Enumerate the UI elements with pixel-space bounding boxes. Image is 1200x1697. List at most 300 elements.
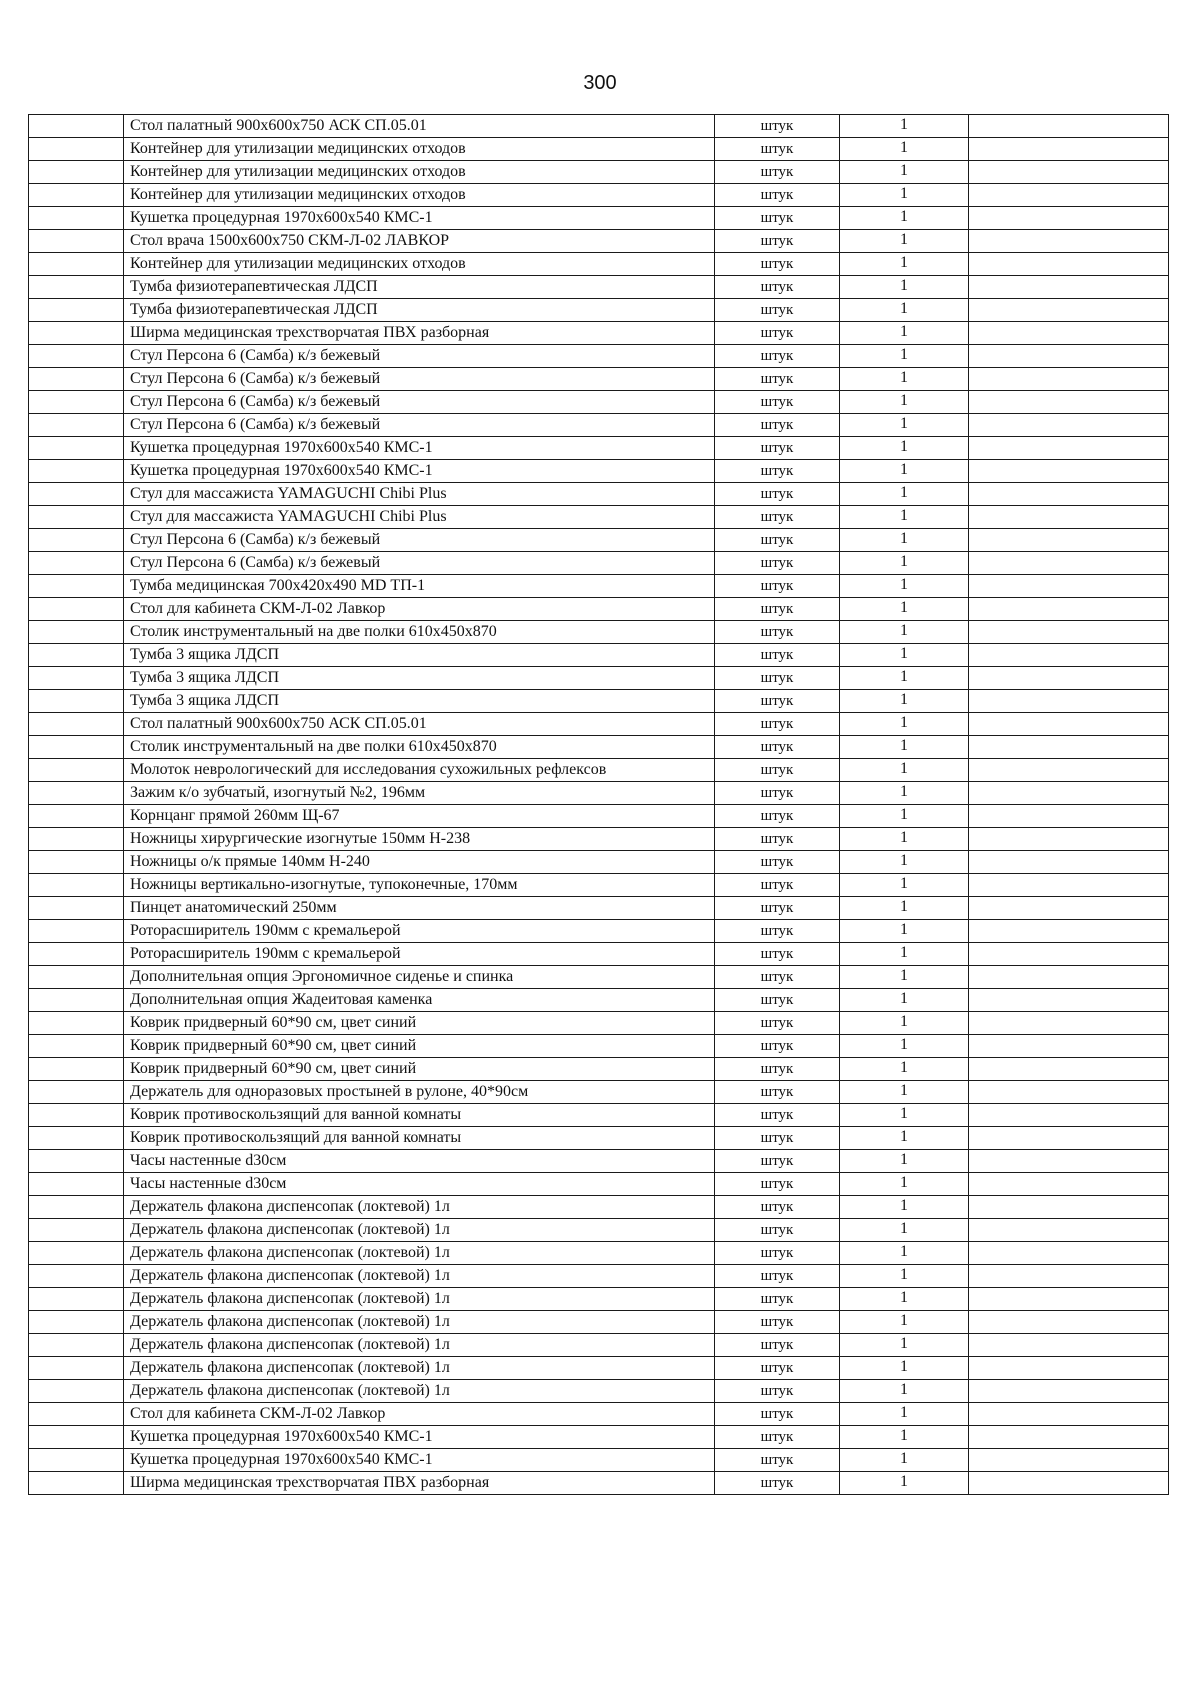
unit-cell: штук	[715, 414, 840, 437]
item-name-cell: Стул Персона 6 (Самба) к/з бежевый	[124, 368, 715, 391]
table-row	[29, 966, 1169, 989]
item-name-cell: Кушетка процедурная 1970х600х540 КМС-1	[124, 1426, 715, 1449]
table-row	[29, 1403, 1169, 1426]
note-cell	[969, 828, 1169, 851]
unit-cell: штук	[715, 1265, 840, 1288]
unit-cell: штук	[715, 230, 840, 253]
unit-cell: штук	[715, 759, 840, 782]
row-number-cell	[29, 851, 124, 874]
item-name-cell: Стол палатный 900х600х750 АСК СП.05.01	[124, 713, 715, 736]
quantity-cell: 1	[840, 713, 969, 736]
row-number-cell	[29, 828, 124, 851]
note-cell	[969, 1472, 1169, 1495]
table-row	[29, 368, 1169, 391]
row-number-cell	[29, 1380, 124, 1403]
table-row	[29, 345, 1169, 368]
row-number-cell	[29, 391, 124, 414]
quantity-cell: 1	[840, 1196, 969, 1219]
table-row	[29, 1288, 1169, 1311]
table-row	[29, 529, 1169, 552]
quantity-cell: 1	[840, 230, 969, 253]
unit-cell: штук	[715, 736, 840, 759]
row-number-cell	[29, 805, 124, 828]
table-row	[29, 828, 1169, 851]
note-cell	[969, 851, 1169, 874]
item-name-cell: Держатель флакона диспенсопак (локтевой) 1л	[124, 1380, 715, 1403]
item-name-cell: Держатель для одноразовых простыней в рулоне, 40*90см	[124, 1081, 715, 1104]
table-row	[29, 1127, 1169, 1150]
table-row	[29, 1173, 1169, 1196]
table-row	[29, 1311, 1169, 1334]
unit-cell: штук	[715, 552, 840, 575]
row-number-cell	[29, 414, 124, 437]
row-number-cell	[29, 1058, 124, 1081]
row-number-cell	[29, 1311, 124, 1334]
note-cell	[969, 552, 1169, 575]
unit-cell: штук	[715, 253, 840, 276]
quantity-cell: 1	[840, 805, 969, 828]
item-name-cell: Роторасширитель 190мм с кремальерой	[124, 920, 715, 943]
quantity-cell: 1	[840, 460, 969, 483]
quantity-cell: 1	[840, 506, 969, 529]
row-number-cell	[29, 667, 124, 690]
quantity-cell: 1	[840, 897, 969, 920]
unit-cell: штук	[715, 1104, 840, 1127]
row-number-cell	[29, 1449, 124, 1472]
item-name-cell: Тумба 3 ящика ЛДСП	[124, 644, 715, 667]
row-number-cell	[29, 230, 124, 253]
item-name-cell: Ножницы о/к прямые 140мм Н-240	[124, 851, 715, 874]
quantity-cell: 1	[840, 161, 969, 184]
table-row	[29, 483, 1169, 506]
table-row	[29, 1357, 1169, 1380]
note-cell	[969, 644, 1169, 667]
unit-cell: штук	[715, 207, 840, 230]
table-row	[29, 1472, 1169, 1495]
unit-cell: штук	[715, 391, 840, 414]
unit-cell: штук	[715, 1242, 840, 1265]
table-row	[29, 989, 1169, 1012]
note-cell	[969, 667, 1169, 690]
table-row	[29, 897, 1169, 920]
row-number-cell	[29, 1242, 124, 1265]
table-row	[29, 276, 1169, 299]
note-cell	[969, 1288, 1169, 1311]
table-row	[29, 1242, 1169, 1265]
note-cell	[969, 966, 1169, 989]
unit-cell: штук	[715, 874, 840, 897]
row-number-cell	[29, 1219, 124, 1242]
note-cell	[969, 782, 1169, 805]
note-cell	[969, 138, 1169, 161]
item-name-cell: Столик инструментальный на две полки 610х450х870	[124, 621, 715, 644]
row-number-cell	[29, 460, 124, 483]
item-name-cell: Ножницы хирургические изогнутые 150мм Н-238	[124, 828, 715, 851]
table-row	[29, 391, 1169, 414]
item-name-cell: Кушетка процедурная 1970х600х540 КМС-1	[124, 437, 715, 460]
note-cell	[969, 1081, 1169, 1104]
unit-cell: штук	[715, 851, 840, 874]
item-name-cell: Коврик противоскользящий для ванной комнаты	[124, 1127, 715, 1150]
unit-cell: штук	[715, 1380, 840, 1403]
quantity-cell: 1	[840, 690, 969, 713]
row-number-cell	[29, 598, 124, 621]
item-name-cell: Стул Персона 6 (Самба) к/з бежевый	[124, 552, 715, 575]
quantity-cell: 1	[840, 1081, 969, 1104]
note-cell	[969, 1196, 1169, 1219]
unit-cell: штук	[715, 437, 840, 460]
row-number-cell	[29, 253, 124, 276]
table-row	[29, 690, 1169, 713]
row-number-cell	[29, 690, 124, 713]
row-number-cell	[29, 299, 124, 322]
row-number-cell	[29, 621, 124, 644]
note-cell	[969, 1357, 1169, 1380]
table-row	[29, 460, 1169, 483]
quantity-cell: 1	[840, 920, 969, 943]
unit-cell: штук	[715, 897, 840, 920]
quantity-cell: 1	[840, 851, 969, 874]
note-cell	[969, 805, 1169, 828]
item-name-cell: Дополнительная опция Жадеитовая каменка	[124, 989, 715, 1012]
inventory-table	[28, 114, 1169, 1495]
quantity-cell: 1	[840, 1035, 969, 1058]
row-number-cell	[29, 345, 124, 368]
table-row	[29, 230, 1169, 253]
item-name-cell: Тумба физиотерапевтическая ЛДСП	[124, 299, 715, 322]
note-cell	[969, 874, 1169, 897]
row-number-cell	[29, 1288, 124, 1311]
item-name-cell: Держатель флакона диспенсопак (локтевой) 1л	[124, 1219, 715, 1242]
unit-cell: штук	[715, 1127, 840, 1150]
item-name-cell: Столик инструментальный на две полки 610х450х870	[124, 736, 715, 759]
quantity-cell: 1	[840, 1219, 969, 1242]
note-cell	[969, 1403, 1169, 1426]
unit-cell: штук	[715, 1196, 840, 1219]
unit-cell: штук	[715, 1219, 840, 1242]
item-name-cell: Корнцанг прямой 260мм Щ-67	[124, 805, 715, 828]
note-cell	[969, 322, 1169, 345]
quantity-cell: 1	[840, 184, 969, 207]
note-cell	[969, 230, 1169, 253]
note-cell	[969, 1426, 1169, 1449]
row-number-cell	[29, 1472, 124, 1495]
quantity-cell: 1	[840, 1334, 969, 1357]
note-cell	[969, 1334, 1169, 1357]
unit-cell: штук	[715, 506, 840, 529]
quantity-cell: 1	[840, 1380, 969, 1403]
quantity-cell: 1	[840, 1058, 969, 1081]
note-cell	[969, 345, 1169, 368]
unit-cell: штук	[715, 989, 840, 1012]
quantity-cell: 1	[840, 115, 969, 138]
row-number-cell	[29, 1426, 124, 1449]
row-number-cell	[29, 1127, 124, 1150]
table-row	[29, 805, 1169, 828]
note-cell	[969, 1127, 1169, 1150]
item-name-cell: Стул Персона 6 (Самба) к/з бежевый	[124, 529, 715, 552]
table-row	[29, 253, 1169, 276]
quantity-cell: 1	[840, 575, 969, 598]
table-row	[29, 1426, 1169, 1449]
item-name-cell: Коврик противоскользящий для ванной комнаты	[124, 1104, 715, 1127]
quantity-cell: 1	[840, 759, 969, 782]
table-row	[29, 115, 1169, 138]
row-number-cell	[29, 943, 124, 966]
unit-cell: штук	[715, 460, 840, 483]
quantity-cell: 1	[840, 437, 969, 460]
row-number-cell	[29, 644, 124, 667]
unit-cell: штук	[715, 644, 840, 667]
note-cell	[969, 989, 1169, 1012]
note-cell	[969, 1173, 1169, 1196]
item-name-cell: Ширма медицинская трехстворчатая ПВХ разборная	[124, 322, 715, 345]
note-cell	[969, 1104, 1169, 1127]
note-cell	[969, 1035, 1169, 1058]
quantity-cell: 1	[840, 874, 969, 897]
item-name-cell: Зажим к/о зубчатый, изогнутый №2, 196мм	[124, 782, 715, 805]
table-row	[29, 920, 1169, 943]
quantity-cell: 1	[840, 276, 969, 299]
unit-cell: штук	[715, 1403, 840, 1426]
item-name-cell: Роторасширитель 190мм с кремальерой	[124, 943, 715, 966]
quantity-cell: 1	[840, 1173, 969, 1196]
quantity-cell: 1	[840, 828, 969, 851]
row-number-cell	[29, 1403, 124, 1426]
note-cell	[969, 598, 1169, 621]
note-cell	[969, 184, 1169, 207]
quantity-cell: 1	[840, 391, 969, 414]
quantity-cell: 1	[840, 644, 969, 667]
unit-cell: штук	[715, 1081, 840, 1104]
quantity-cell: 1	[840, 368, 969, 391]
item-name-cell: Тумба медицинская 700х420х490 MD ТП-1	[124, 575, 715, 598]
note-cell	[969, 1150, 1169, 1173]
table-row	[29, 1449, 1169, 1472]
table-row	[29, 1219, 1169, 1242]
note-cell	[969, 276, 1169, 299]
item-name-cell: Стол врача 1500х600х750 СКМ-Л-02 ЛАВКОР	[124, 230, 715, 253]
quantity-cell: 1	[840, 621, 969, 644]
quantity-cell: 1	[840, 1449, 969, 1472]
quantity-cell: 1	[840, 1127, 969, 1150]
quantity-cell: 1	[840, 782, 969, 805]
unit-cell: штук	[715, 1357, 840, 1380]
row-number-cell	[29, 1196, 124, 1219]
unit-cell: штук	[715, 1426, 840, 1449]
item-name-cell: Стул Персона 6 (Самба) к/з бежевый	[124, 414, 715, 437]
note-cell	[969, 460, 1169, 483]
item-name-cell: Держатель флакона диспенсопак (локтевой) 1л	[124, 1357, 715, 1380]
row-number-cell	[29, 276, 124, 299]
note-cell	[969, 1012, 1169, 1035]
row-number-cell	[29, 1081, 124, 1104]
table-row	[29, 207, 1169, 230]
note-cell	[969, 575, 1169, 598]
quantity-cell: 1	[840, 1242, 969, 1265]
item-name-cell: Держатель флакона диспенсопак (локтевой) 1л	[124, 1196, 715, 1219]
item-name-cell: Ножницы вертикально-изогнутые, тупоконечные, 170мм	[124, 874, 715, 897]
item-name-cell: Контейнер для утилизации медицинских отходов	[124, 161, 715, 184]
unit-cell: штук	[715, 805, 840, 828]
row-number-cell	[29, 1334, 124, 1357]
quantity-cell: 1	[840, 552, 969, 575]
table-row	[29, 1104, 1169, 1127]
note-cell	[969, 920, 1169, 943]
note-cell	[969, 391, 1169, 414]
unit-cell: штук	[715, 299, 840, 322]
row-number-cell	[29, 782, 124, 805]
note-cell	[969, 1311, 1169, 1334]
item-name-cell: Кушетка процедурная 1970х600х540 КМС-1	[124, 460, 715, 483]
table-row	[29, 1012, 1169, 1035]
quantity-cell: 1	[840, 1012, 969, 1035]
unit-cell: штук	[715, 1472, 840, 1495]
quantity-cell: 1	[840, 943, 969, 966]
table-row	[29, 851, 1169, 874]
unit-cell: штук	[715, 943, 840, 966]
quantity-cell: 1	[840, 1472, 969, 1495]
row-number-cell	[29, 437, 124, 460]
note-cell	[969, 690, 1169, 713]
row-number-cell	[29, 1173, 124, 1196]
row-number-cell	[29, 161, 124, 184]
row-number-cell	[29, 759, 124, 782]
note-cell	[969, 253, 1169, 276]
quantity-cell: 1	[840, 989, 969, 1012]
item-name-cell: Стул Персона 6 (Самба) к/з бежевый	[124, 391, 715, 414]
item-name-cell: Часы настенные d30см	[124, 1150, 715, 1173]
note-cell	[969, 115, 1169, 138]
note-cell	[969, 759, 1169, 782]
item-name-cell: Тумба 3 ящика ЛДСП	[124, 667, 715, 690]
unit-cell: штук	[715, 713, 840, 736]
table-row	[29, 184, 1169, 207]
row-number-cell	[29, 368, 124, 391]
quantity-cell: 1	[840, 253, 969, 276]
quantity-cell: 1	[840, 1265, 969, 1288]
row-number-cell	[29, 736, 124, 759]
item-name-cell: Дополнительная опция Эргономичное сиденье и спинка	[124, 966, 715, 989]
item-name-cell: Часы настенные d30см	[124, 1173, 715, 1196]
note-cell	[969, 1265, 1169, 1288]
row-number-cell	[29, 1035, 124, 1058]
unit-cell: штук	[715, 782, 840, 805]
item-name-cell: Кушетка процедурная 1970х600х540 КМС-1	[124, 207, 715, 230]
note-cell	[969, 207, 1169, 230]
table-row	[29, 1334, 1169, 1357]
table-row	[29, 161, 1169, 184]
quantity-cell: 1	[840, 322, 969, 345]
item-name-cell: Стул Персона 6 (Самба) к/з бежевый	[124, 345, 715, 368]
unit-cell: штук	[715, 966, 840, 989]
row-number-cell	[29, 115, 124, 138]
item-name-cell: Держатель флакона диспенсопак (локтевой) 1л	[124, 1265, 715, 1288]
item-name-cell: Стул для массажиста YAMAGUCHI Chibi Plus	[124, 506, 715, 529]
item-name-cell: Держатель флакона диспенсопак (локтевой) 1л	[124, 1311, 715, 1334]
note-cell	[969, 506, 1169, 529]
quantity-cell: 1	[840, 1311, 969, 1334]
table-row	[29, 644, 1169, 667]
row-number-cell	[29, 989, 124, 1012]
unit-cell: штук	[715, 1150, 840, 1173]
unit-cell: штук	[715, 575, 840, 598]
row-number-cell	[29, 920, 124, 943]
unit-cell: штук	[715, 322, 840, 345]
row-number-cell	[29, 966, 124, 989]
unit-cell: штук	[715, 368, 840, 391]
table-row	[29, 1196, 1169, 1219]
table-row	[29, 1150, 1169, 1173]
quantity-cell: 1	[840, 736, 969, 759]
unit-cell: штук	[715, 1449, 840, 1472]
note-cell	[969, 414, 1169, 437]
note-cell	[969, 897, 1169, 920]
page-number: 300	[583, 72, 617, 94]
quantity-cell: 1	[840, 345, 969, 368]
item-name-cell: Стол палатный 900х600х750 АСК СП.05.01	[124, 115, 715, 138]
table-row	[29, 667, 1169, 690]
quantity-cell: 1	[840, 667, 969, 690]
note-cell	[969, 1380, 1169, 1403]
table-row	[29, 759, 1169, 782]
table-row	[29, 138, 1169, 161]
table-row	[29, 736, 1169, 759]
quantity-cell: 1	[840, 1426, 969, 1449]
table-row	[29, 322, 1169, 345]
quantity-cell: 1	[840, 1357, 969, 1380]
quantity-cell: 1	[840, 598, 969, 621]
unit-cell: штук	[715, 690, 840, 713]
item-name-cell: Тумба физиотерапевтическая ЛДСП	[124, 276, 715, 299]
row-number-cell	[29, 1150, 124, 1173]
table-row	[29, 782, 1169, 805]
row-number-cell	[29, 207, 124, 230]
note-cell	[969, 736, 1169, 759]
item-name-cell: Тумба 3 ящика ЛДСП	[124, 690, 715, 713]
note-cell	[969, 368, 1169, 391]
item-name-cell: Стол для кабинета СКМ-Л-02 Лавкор	[124, 598, 715, 621]
row-number-cell	[29, 713, 124, 736]
row-number-cell	[29, 575, 124, 598]
unit-cell: штук	[715, 1035, 840, 1058]
quantity-cell: 1	[840, 207, 969, 230]
table-row	[29, 621, 1169, 644]
item-name-cell: Контейнер для утилизации медицинских отходов	[124, 184, 715, 207]
table-row	[29, 1035, 1169, 1058]
row-number-cell	[29, 483, 124, 506]
table-row	[29, 598, 1169, 621]
table-row	[29, 414, 1169, 437]
item-name-cell: Коврик придверный 60*90 см, цвет синий	[124, 1058, 715, 1081]
row-number-cell	[29, 897, 124, 920]
unit-cell: штук	[715, 1012, 840, 1035]
row-number-cell	[29, 322, 124, 345]
item-name-cell: Ширма медицинская трехстворчатая ПВХ разборная	[124, 1472, 715, 1495]
table-row	[29, 1265, 1169, 1288]
unit-cell: штук	[715, 529, 840, 552]
table-row	[29, 1081, 1169, 1104]
unit-cell: штук	[715, 115, 840, 138]
unit-cell: штук	[715, 276, 840, 299]
quantity-cell: 1	[840, 138, 969, 161]
quantity-cell: 1	[840, 1104, 969, 1127]
row-number-cell	[29, 1357, 124, 1380]
item-name-cell: Стул для массажиста YAMAGUCHI Chibi Plus	[124, 483, 715, 506]
row-number-cell	[29, 552, 124, 575]
unit-cell: штук	[715, 667, 840, 690]
item-name-cell: Коврик придверный 60*90 см, цвет синий	[124, 1012, 715, 1035]
